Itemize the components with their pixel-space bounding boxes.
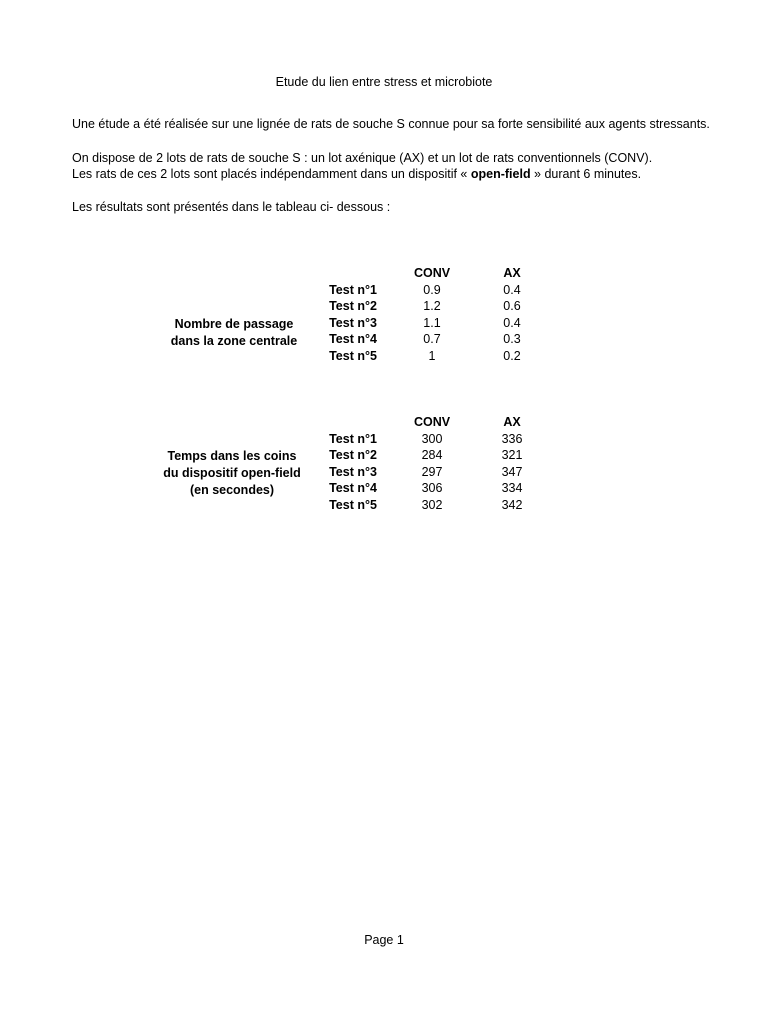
open-field-term: open-field xyxy=(470,167,531,181)
intro-paragraph: Une étude a été réalisée sur une lignée de rats de souche S connue pour sa forte sensibilité aux agents stressants. xyxy=(72,117,710,131)
table2-row-conv-value: 297 xyxy=(421,465,443,479)
table1-row-ax-value: 0.3 xyxy=(503,332,521,346)
page-title: Etude du lien entre stress et microbiote xyxy=(275,75,493,89)
table1-group-label xyxy=(149,316,319,350)
paragraph-open-field xyxy=(72,167,642,181)
table2-row-conv-value: 306 xyxy=(421,481,443,495)
table1-row-conv-value: 0.7 xyxy=(423,332,441,346)
table1-row-conv-value: 0.9 xyxy=(423,283,441,297)
table2-row-test-label: Test n°4 xyxy=(329,481,377,495)
table1-label-line1: Nombre de passage xyxy=(174,317,294,331)
table2-group-label xyxy=(147,448,317,499)
table1-row-test-label: Test n°1 xyxy=(329,283,377,297)
page-number: Page 1 xyxy=(364,933,404,947)
paragraph-results-intro: Les résultats sont présentés dans le tableau ci- dessous : xyxy=(72,200,391,214)
table1-row-test-label: Test n°2 xyxy=(329,299,377,313)
table2-label-line3: (en secondes) xyxy=(189,483,275,497)
table1-header-ax: AX xyxy=(503,266,521,280)
table2-row-test-label: Test n°5 xyxy=(329,498,377,512)
open-field-text-post: » durant 6 minutes. xyxy=(530,167,642,181)
table2-row-ax-value: 321 xyxy=(501,448,523,462)
table2-header-ax: AX xyxy=(503,415,521,429)
table2-row-test-label: Test n°3 xyxy=(329,465,377,479)
table2-row-conv-value: 302 xyxy=(421,498,443,512)
table2-row-ax-value: 347 xyxy=(501,465,523,479)
table1-row-ax-value: 0.6 xyxy=(503,299,521,313)
table1-row-test-label: Test n°3 xyxy=(329,316,377,330)
table2-row-test-label: Test n°2 xyxy=(329,448,377,462)
table1-row-ax-value: 0.4 xyxy=(503,316,521,330)
table1-row-conv-value: 1 xyxy=(428,349,436,363)
table1-row-test-label: Test n°4 xyxy=(329,332,377,346)
table2-row-conv-value: 300 xyxy=(421,432,443,446)
table2-header-conv: CONV xyxy=(413,415,451,429)
table2-row-conv-value: 284 xyxy=(421,448,443,462)
table1-row-conv-value: 1.1 xyxy=(423,316,441,330)
table2-row-test-label: Test n°1 xyxy=(329,432,377,446)
table2-row-ax-value: 336 xyxy=(501,432,523,446)
paragraph-lots: On dispose de 2 lots de rats de souche S : un lot axénique (AX) et un lot de rats conventionnels (CONV). xyxy=(72,151,653,165)
table2-row-ax-value: 334 xyxy=(501,481,523,495)
table2-label-line1: Temps dans les coins xyxy=(167,449,297,463)
table1-label-line2: dans la zone centrale xyxy=(170,334,298,348)
table2-row-ax-value: 342 xyxy=(501,498,523,512)
table1-row-ax-value: 0.2 xyxy=(503,349,521,363)
table1-header-conv: CONV xyxy=(413,266,451,280)
open-field-text-pre: Les rats de ces 2 lots sont placés indépendamment dans un dispositif « xyxy=(72,167,471,181)
table2-label-line2: du dispositif open-field xyxy=(163,466,301,480)
table1-row-test-label: Test n°5 xyxy=(329,349,377,363)
table1-row-ax-value: 0.4 xyxy=(503,283,521,297)
table1-row-conv-value: 1.2 xyxy=(423,299,441,313)
